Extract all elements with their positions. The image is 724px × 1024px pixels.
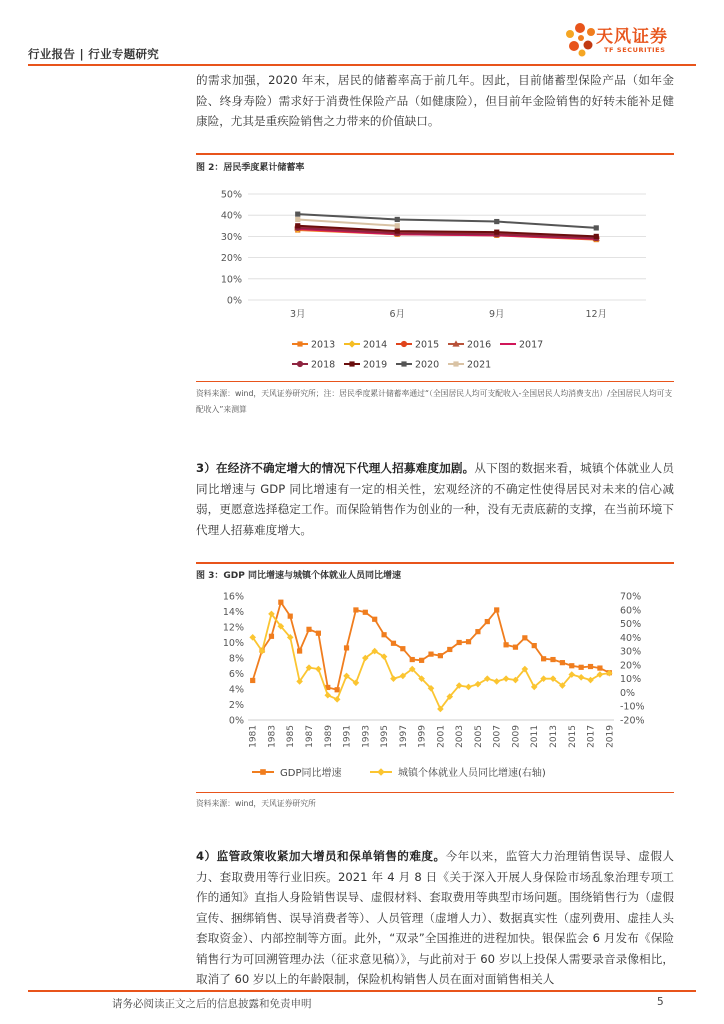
fig2-legend-marker: [349, 361, 354, 366]
fig2-legend-label: 2016: [467, 339, 492, 351]
fig2-legend-marker: [297, 341, 302, 346]
fig2-ytick-label: 30%: [220, 231, 242, 243]
fig3-xtick-label: 1991: [342, 725, 353, 748]
fig3-data-point: [315, 666, 322, 673]
fig2-legend-marker: [401, 361, 406, 366]
fig2-top-rule: [196, 153, 674, 155]
fig3-xtick-label: 1999: [417, 725, 428, 748]
fig3-data-point: [503, 642, 508, 647]
fig2-source: 资料来源：wind，天风证券研究所；注：居民季度累计储蓄率通过“（全国居民人均可支配收入-全国居民人均消费支出）/全国居民人均可支配收入”来测算: [196, 389, 673, 414]
fig3-data-point: [569, 663, 574, 668]
fig2-legend-marker: [401, 341, 407, 347]
fig3-chart: [196, 584, 674, 788]
fig3-xtick-label: 2001: [436, 725, 447, 748]
fig3-xtick-label: 2005: [473, 725, 484, 748]
fig3-data-point: [475, 629, 480, 634]
fig3-legend-marker: [377, 768, 385, 776]
fig3-right-ytick-label: 10%: [620, 674, 642, 686]
fig2-legend-label: 2013: [311, 339, 336, 351]
fig3-data-point: [588, 664, 593, 669]
fig2-legend-label: 2020: [415, 359, 440, 371]
company-logo: [564, 20, 704, 64]
fig3-legend-marker: [260, 769, 266, 775]
fig2-legend-label: 2019: [363, 359, 388, 371]
fig3-xtick-label: 1995: [380, 725, 391, 748]
fig3-right-ytick-label: 70%: [620, 591, 642, 603]
fig2-ytick-label: 50%: [220, 189, 242, 201]
fig3-data-point: [335, 687, 340, 692]
section3-paragraph: [196, 458, 674, 540]
fig3-data-point: [428, 652, 433, 657]
fig3-data-point: [288, 614, 293, 619]
fig3-data-point: [550, 657, 555, 662]
fig2-data-point: [395, 223, 400, 228]
fig3-data-point: [391, 641, 396, 646]
fig3-xtick-label: 2003: [455, 725, 466, 748]
logo-chinese-name: 天风证券: [596, 27, 668, 47]
logo-english-name: TF SECURITIES: [604, 46, 666, 54]
fig3-data-point: [466, 639, 471, 644]
fig2-data-point: [295, 212, 300, 217]
fig3-data-point: [410, 657, 415, 662]
fig3-left-ytick-label: 4%: [228, 684, 244, 696]
fig3-xtick-label: 1993: [361, 725, 372, 748]
section4-heading: 4）监管政策收紧加大增员和保单销售的难度。: [196, 849, 446, 863]
section3-heading: 3）在经济不确定增大的情况下代理人招募难度加剧。: [196, 461, 475, 475]
fig3-right-ytick-label: 40%: [620, 632, 642, 644]
fig3-data-point: [334, 696, 341, 703]
fig3-xtick-label: 1997: [398, 725, 409, 748]
fig2-xtick-label: 12月: [585, 309, 608, 320]
fig3-right-ytick-label: 50%: [620, 619, 642, 631]
fig2-data-point: [494, 230, 499, 235]
fig3-source: 资料来源：wind，天风证券研究所: [196, 799, 316, 808]
fig3-data-point: [513, 645, 518, 650]
fig2-legend-label: 2021: [467, 359, 492, 371]
fig3-left-ytick-label: 6%: [228, 669, 244, 680]
fig2-ytick-label: 40%: [220, 210, 242, 222]
fig3-bottom-rule: [196, 792, 674, 793]
fig2-legend-label: 2015: [415, 339, 440, 351]
fig3-xtick-label: 2017: [586, 725, 597, 748]
fig2-ytick-label: 0%: [226, 295, 242, 307]
fig3-data-point: [438, 653, 443, 658]
fig3-right-ytick-label: -10%: [620, 701, 645, 713]
fig3-data-point: [381, 632, 386, 637]
fig3-data-point: [353, 607, 358, 612]
fig3-right-ytick-label: 60%: [620, 605, 642, 617]
fig3-left-ytick-label: 16%: [222, 591, 244, 603]
fig2-legend-marker: [297, 361, 303, 367]
fig3-left-ytick-label: 12%: [222, 622, 244, 634]
fig2-data-point: [295, 223, 300, 228]
fig3-series-line: [253, 614, 610, 709]
fig3-xtick-label: 2015: [567, 725, 578, 748]
fig2-xtick-label: 9月: [488, 309, 505, 320]
fig3-data-point: [485, 619, 490, 624]
fig2-data-point: [494, 219, 499, 224]
section4-body: 今年以来，监管大力治理销售误导、虚假人力、套取费用等行业旧疾。2021 年 4 月 8 日《关于深入开展人身保险市场乱象治理专项工作的通知》直指人身险销售误导、虚假材料、套取费用等典型市场问题。围绕销售行为（虚假宣传、捆绑销售、误导消费者等）、人员管理（虚增人力）、数据真实性（虚列费用、虚挂人头套取资金）、内部控制等方面。此外，“双录”全国推进的进程加快。银保监会 6 月发布《保险销售行为可回溯管理办法（征求意见稿）》，与此前对于 60 岁以上投保人需要录音录像相比，取消了 60 岁以上的年龄限制，保险机构销售人员在面对面销售相关人: [196, 849, 674, 986]
fig2-data-point: [295, 217, 300, 222]
footer-divider: [28, 990, 696, 992]
section4-paragraph: [196, 846, 674, 990]
fig3-data-point: [447, 647, 452, 652]
fig3-xtick-label: 2009: [511, 725, 522, 748]
fig2-bottom-rule: [196, 381, 674, 382]
fig3-right-ytick-label: -20%: [620, 715, 645, 727]
fig3-xtick-label: 1987: [305, 725, 315, 748]
fig3-data-point: [297, 648, 302, 653]
fig3-data-point: [306, 627, 311, 632]
fig3-data-point: [522, 635, 527, 640]
fig3-data-point: [541, 656, 546, 661]
fig3-data-point: [269, 634, 274, 639]
fig3-data-point: [597, 665, 602, 670]
fig3-left-ytick-label: 2%: [228, 700, 244, 711]
fig3-data-point: [560, 660, 565, 665]
fig3-data-point: [250, 678, 255, 683]
fig3-xtick-label: 1985: [286, 725, 297, 748]
fig3-left-ytick-label: 10%: [222, 638, 244, 649]
fig3-data-point: [579, 665, 584, 670]
fig3-xtick-label: 1983: [267, 725, 278, 748]
fig3-left-ytick-label: 0%: [228, 715, 244, 727]
fig2-legend-label: 2018: [311, 359, 336, 371]
fig3-right-ytick-label: 20%: [620, 660, 642, 672]
fig2-data-point: [594, 234, 599, 239]
fig3-data-point: [578, 674, 585, 681]
header-divider: [28, 64, 696, 66]
fig3-xtick-label: 1989: [323, 725, 334, 748]
fig2-legend-label: 2017: [519, 339, 544, 351]
fig2-data-point: [395, 217, 400, 222]
fig2-legend-marker: [348, 340, 355, 347]
fig3-data-point: [465, 684, 472, 691]
fig3-data-point: [316, 631, 321, 636]
fig3-title: 图 3：GDP 同比增速与城镇个体就业人员同比增速: [196, 571, 401, 581]
section3-body: 从下图的数据来看，城镇个体就业人员同比增速与 GDP 同比增速有一定的相关性，宏观经济的不确定性使得居民对未来的信心减弱，更愿意选择稳定工作。而保险销售作为创业的一种，没有无责底薪的支撑，在当前环境下代理人招募难度增大。: [196, 461, 674, 537]
footer-disclaimer: 请务必阅读正文之后的信息披露和免责申明: [112, 998, 312, 1010]
flower-logo-icon: [564, 20, 598, 60]
fig3-left-ytick-label: 8%: [228, 653, 244, 665]
fig3-series-line: [253, 602, 610, 690]
fig3-data-point: [390, 675, 397, 682]
fig2-data-point: [594, 225, 599, 230]
intro-paragraph: 的需求加强，2020 年末，居民的储蓄率高于前几年。因此，目前储蓄型保险产品（如年金险、终身寿险）需求好于消费性保险产品（如健康险），但目前年金险销售的好转未能补足健康险，尤其是重疾险销售之力带来的价值缺口。: [196, 73, 674, 128]
fig3-data-point: [344, 645, 349, 650]
fig3-top-rule: [196, 562, 674, 564]
report-type-label: 行业报告 | 行业专题研究: [28, 47, 160, 61]
fig3-left-ytick-label: 14%: [222, 607, 244, 618]
fig3-data-point: [400, 646, 405, 651]
fig3-data-point: [419, 658, 424, 663]
fig2-legend-label: 2014: [363, 339, 388, 351]
fig3-data-point: [532, 643, 537, 648]
fig3-data-point: [457, 640, 462, 645]
fig3-data-point: [494, 607, 499, 612]
fig3-data-point: [278, 600, 283, 605]
fig2-xtick-label: 6月: [389, 309, 406, 320]
fig3-xtick-label: 2011: [530, 725, 541, 748]
fig3-xtick-label: 1981: [248, 725, 259, 748]
fig3-data-point: [324, 692, 331, 699]
fig2-series-line: [298, 219, 398, 225]
fig3-right-ytick-label: 0%: [620, 687, 636, 699]
fig2-ytick-label: 20%: [220, 253, 242, 265]
fig2-xtick-label: 3月: [289, 309, 306, 320]
fig3-data-point: [503, 675, 510, 682]
fig3-xtick-label: 2019: [605, 725, 616, 748]
fig3-data-point: [363, 610, 368, 615]
fig2-data-point: [395, 229, 400, 234]
fig2-chart: [196, 176, 674, 380]
fig3-data-point: [493, 678, 500, 685]
fig2-title: 图 2：居民季度累计储蓄率: [196, 163, 305, 173]
fig2-legend-marker: [453, 361, 458, 366]
page-number: 5: [657, 996, 664, 1008]
fig3-data-point: [372, 617, 377, 622]
fig3-xtick-label: 2007: [492, 725, 503, 748]
fig2-ytick-label: 10%: [220, 274, 242, 286]
fig3-xtick-label: 2013: [549, 725, 559, 748]
fig3-right-ytick-label: 30%: [620, 646, 642, 658]
fig3-legend-label: GDP同比增速: [280, 768, 342, 779]
fig3-legend-label: 城镇个体就业人员同比增速(右轴): [398, 768, 546, 779]
fig2-series-line: [298, 214, 597, 228]
